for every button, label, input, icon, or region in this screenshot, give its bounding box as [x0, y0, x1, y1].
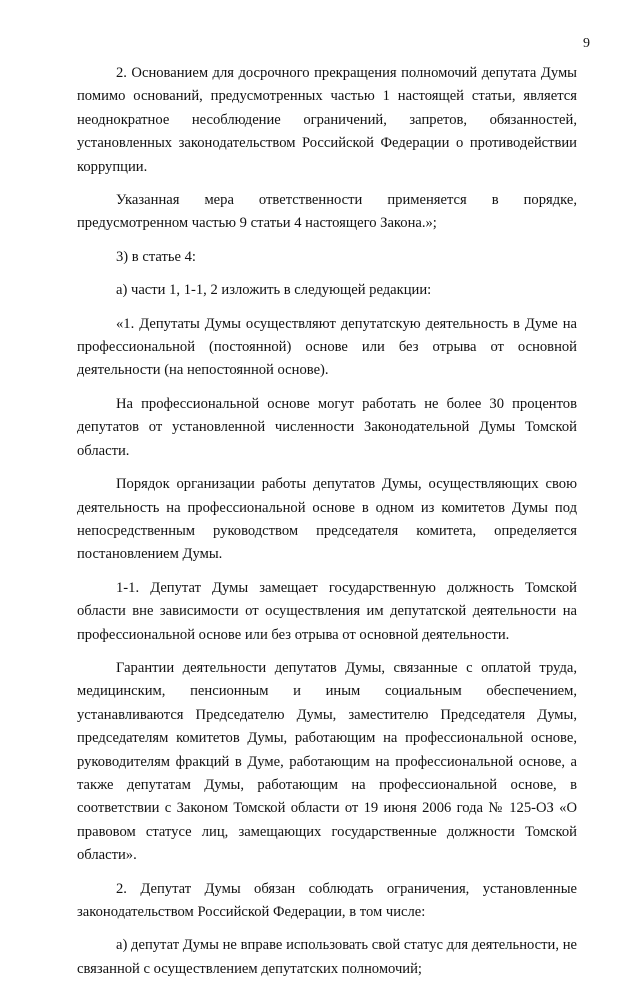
paragraph: Указанная мера ответственности применяется в порядке, предусмотренном частью 9 статьи 4 настоящего Закона.»;: [77, 192, 577, 232]
paragraph: а) части 1, 1-1, 2 изложить в следующей редакции:: [116, 282, 432, 299]
document-body: [77, 62, 577, 981]
page-number: 9: [583, 36, 590, 51]
paragraph: а) депутат Думы не вправе использовать свой статус для деятельности, не связанной с осуществлением депутатских полномочий;: [77, 937, 577, 977]
paragraph: На профессиональной основе могут работать не более 30 процентов депутатов от установленной численности Законодательной Думы Томской области.: [77, 395, 577, 459]
paragraph: «1. Депутаты Думы осуществляют депутатскую деятельность в Думе на профессиональной (постоянной) основе или без отрыва от основной деятельности (на непостоянной основе).: [77, 315, 577, 379]
paragraph: 2. Депутат Думы обязан соблюдать ограничения, установленные законодательством Российской Федерации, в том числе:: [77, 880, 577, 920]
paragraph: 1-1. Депутат Думы замещает государственную должность Томской области вне зависимости от осуществления им депутатской деятельности на профессиональной основе или без отрыва от основной деятельности.: [77, 579, 577, 643]
paragraph: 2. Основанием для досрочного прекращения полномочий депутата Думы помимо оснований, предусмотренных частью 1 настоящей статьи, является неоднократное несоблюдение ограничений, запретов, обязанностей, установленных законодательством Российской Федерации о противодействии коррупции.: [77, 65, 577, 175]
paragraph: Гарантии деятельности депутатов Думы, связанные с оплатой труда, медицинским, пенсионным и иным социальным обеспечением, устанавливаются Председателю Думы, заместителю Председателя Думы, председателям комитетов Думы, работающим на профессиональной основе, руководителям фракций в Думе, работающим на профессиональной основе, а также депутатам Думы, работающим на профессиональной основе, в соответствии с Законом Томской области от 19 июня 2006 года № 125-ОЗ «О правовом статусе лиц, замещающих государственные должности Томской области».: [77, 659, 577, 864]
paragraph: 3) в статье 4:: [116, 248, 196, 265]
paragraph: Порядок организации работы депутатов Думы, осуществляющих свою деятельность на профессиональной основе в одном из комитетов Думы под непосредственным руководством председателя комитета, определяется постановлением Думы.: [77, 476, 577, 563]
